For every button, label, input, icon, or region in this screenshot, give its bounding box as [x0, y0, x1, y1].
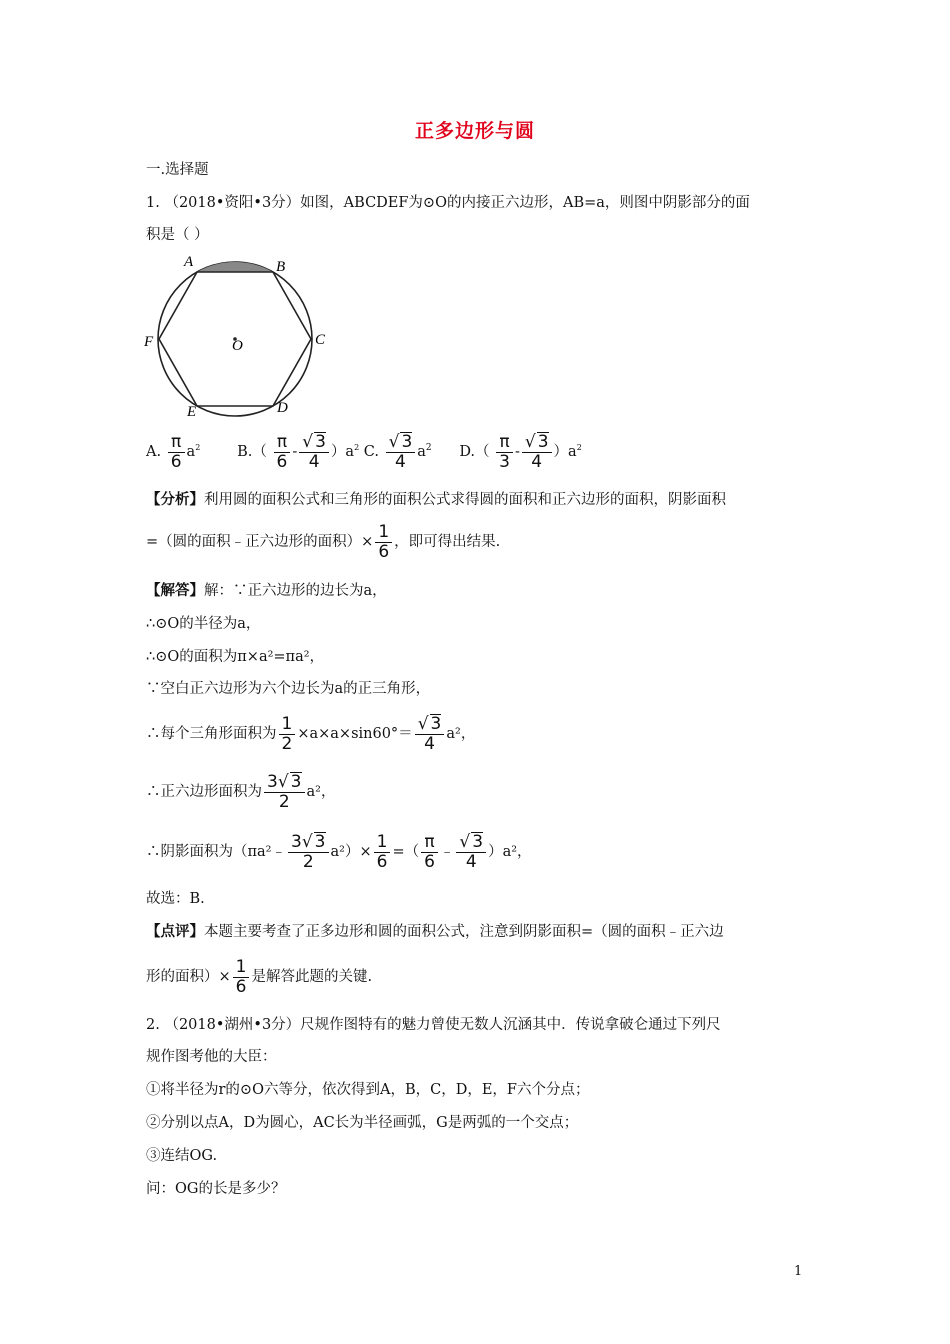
page-number: 1: [794, 1264, 803, 1279]
label-e: E: [187, 404, 197, 420]
label-d: D: [277, 400, 288, 416]
q2-step3: ③连结OG.: [146, 1148, 218, 1164]
q2-stem-line1: 2. （2018•湖州•3分）尺规作图特有的魅力曾使无数人沉涵其中．传说拿破仑通过下列尺: [146, 1017, 721, 1033]
q2-stem-line2: 规作图考他的大臣：: [146, 1049, 277, 1065]
page-title: 正多边形与圆: [414, 120, 535, 142]
option-c[interactable]: C. $\frac{√ 3}{4}$ $a^2$: [363, 432, 432, 472]
label-b: B: [276, 259, 286, 275]
hexagon-figure: [140, 252, 340, 427]
solution-line5: ∴每个三角形面积为 $\frac{1}{2}$ ×a×a×sin60°＝ $\frac{√ 3}{4}$ a²，: [146, 713, 476, 754]
analysis-line2: =（圆的面积﹣正六边形的面积）× $\frac{1}{6}$ ，即可得出结果.: [146, 521, 501, 562]
solution-line1: 【解答】解：∵正六边形的边长为a，: [146, 582, 387, 599]
label-c: C: [315, 332, 326, 348]
shaded-segment: [197, 262, 273, 272]
solution-line6: ∴正六边形面积为 $\frac{3√ 3}{2}$ a²，: [146, 772, 336, 812]
q1-stem-line1: 1. （2018•资阳•3分）如图，ABCDEF为⊙O的内接正六边形，AB=a，则图中阴影部分的面: [146, 195, 750, 211]
solution-line4: ∵空白正六边形为六个边长为a的正三角形，: [146, 681, 431, 697]
analysis-line1: 【分析】利用圆的面积公式和三角形的面积公式求得圆的面积和正六边形的面积，阴影面积: [146, 491, 726, 508]
solution-line2: ∴⊙O的半径为a，: [146, 616, 261, 632]
option-d[interactable]: D.（ $\frac{\pi}{3}$ - $\frac{√ 3}{4}$ ）$a^2$: [459, 431, 582, 472]
q1-options: [146, 428, 582, 472]
comment-line2: 形的面积）× $\frac{1}{6}$ 是解答此题的关键.: [146, 956, 373, 997]
sq-sup: 2: [195, 443, 201, 452]
label-a: A: [184, 254, 194, 270]
option-b[interactable]: B.（ $\frac{\pi}{6}$ - $\frac{√ 3}{4}$ ）$a^2$: [237, 431, 360, 472]
option-a[interactable]: A. $\frac{\pi}{6}$ $a^2$: [146, 431, 201, 472]
q1-stem-line2: 积是（ ）: [146, 227, 209, 243]
label-o: O: [232, 338, 243, 354]
q2-step2: ②分别以点A，D为圆心，AC长为半径画弧，G是两弧的一个交点；: [146, 1115, 579, 1131]
label-f: F: [144, 334, 154, 350]
solution-answer: 故选：B.: [146, 891, 205, 907]
q2-step1: ①将半径为r的⊙O六等分，依次得到A，B，C，D，E，F六个分点；: [146, 1082, 590, 1098]
solution-line7: ∴阴影面积为（πa²﹣ $\frac{3√ 3}{2}$ a²）× $\frac{1}{6}$ =（ $\frac{\pi}{6}$ ﹣ $\frac{√ 3}{4}$ ）a²，: [146, 831, 532, 872]
comment-line1: 【点评】本题主要考查了正多边形和圆的面积公式，注意到阴影面积=（圆的面积﹣正六边: [146, 923, 724, 940]
section-heading: 一.选择题: [146, 162, 209, 178]
solution-line3: ∴⊙O的面积为π×a²=πa²，: [146, 649, 325, 665]
q2-ask: 问：OG的长是多少？: [146, 1181, 286, 1197]
